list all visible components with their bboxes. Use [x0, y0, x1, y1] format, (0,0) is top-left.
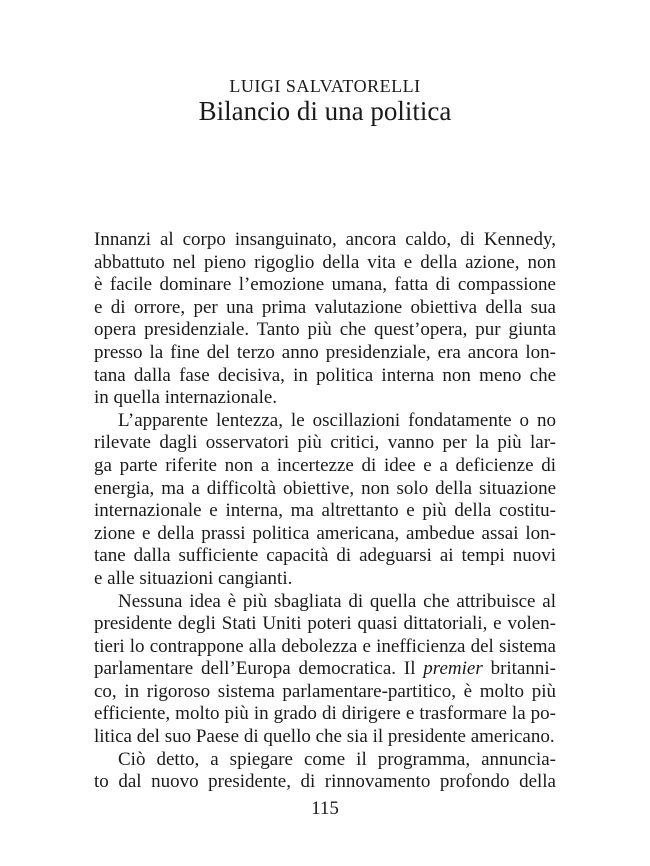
text-line: energia, ma a difficoltà obiettive, non solo della situazione: [94, 477, 556, 499]
author-name: LUIGI SALVATORELLI: [229, 76, 421, 96]
text-line: internazionale e interna, ma altrettanto e più della costitu-: [94, 500, 556, 522]
italic-word: premier: [423, 658, 483, 680]
text-line: to dal nuovo presidente, di rinnovamento profondo della: [94, 771, 556, 793]
text-line: ga parte riferite non a incertezze di idee e a deficienze di: [94, 454, 556, 476]
text-line: co, in rigoroso sistema parlamentare-partitico, è molto più: [94, 680, 556, 702]
text-segment: parlamentare dell’Europa democratica. Il: [94, 658, 424, 680]
text-segment: britanni-: [482, 658, 556, 680]
text-line: Ciò detto, a spiegare come il programma, annuncia-: [118, 748, 556, 770]
text-line-mixed: [94, 658, 556, 681]
text-line: Innanzi al corpo insanguinato, ancora caldo, di Kennedy,: [94, 229, 556, 250]
text-line: e di orrore, per una prima valutazione obiettiva della sua: [94, 296, 556, 318]
text-line: Nessuna idea è più sbagliata di quella che attribuisce al: [118, 590, 556, 612]
text-line: presso la fine del terzo anno presidenziale, era ancora lon-: [94, 341, 556, 363]
page-number: 115: [311, 798, 339, 819]
text-line: tane dalla sufficiente capacità di adeguarsi ai tempi nuovi: [94, 545, 556, 567]
text-line: in quella internazionale.: [94, 387, 278, 409]
text-line: rilevate dagli osservatori più critici, vanno per la più lar-: [94, 432, 556, 454]
text-line: abbattuto nel pieno rigoglio della vita e della azione, non: [94, 251, 556, 273]
text-line: tana dalla fase decisiva, in politica interna non meno che: [94, 364, 556, 386]
text-line: L’apparente lentezza, le oscillazioni fondatamente o no: [118, 409, 556, 431]
text-line: opera presidenziale. Tanto più che quest’opera, pur giunta: [94, 319, 556, 341]
text-line: e alle situazioni cangianti.: [94, 567, 293, 589]
text-line: efficiente, molto più in grado di dirigere e trasformare la po-: [94, 703, 556, 725]
text-line: litica del suo Paese di quello che sia il presidente americano.: [94, 726, 555, 748]
text-line: presidente degli Stati Uniti poteri quasi dittatoriali, e volen-: [94, 613, 556, 635]
text-line: zione e della prassi politica americana, ambedue assai lon-: [94, 522, 556, 544]
text-line: tieri lo contrappone alla debolezza e inefficienza del sistema: [94, 635, 556, 657]
body-text: [94, 229, 556, 794]
chapter-title: Bilancio di una politica: [198, 96, 452, 126]
text-line: è facile dominare l’emozione umana, fatta di compassione: [94, 274, 556, 296]
